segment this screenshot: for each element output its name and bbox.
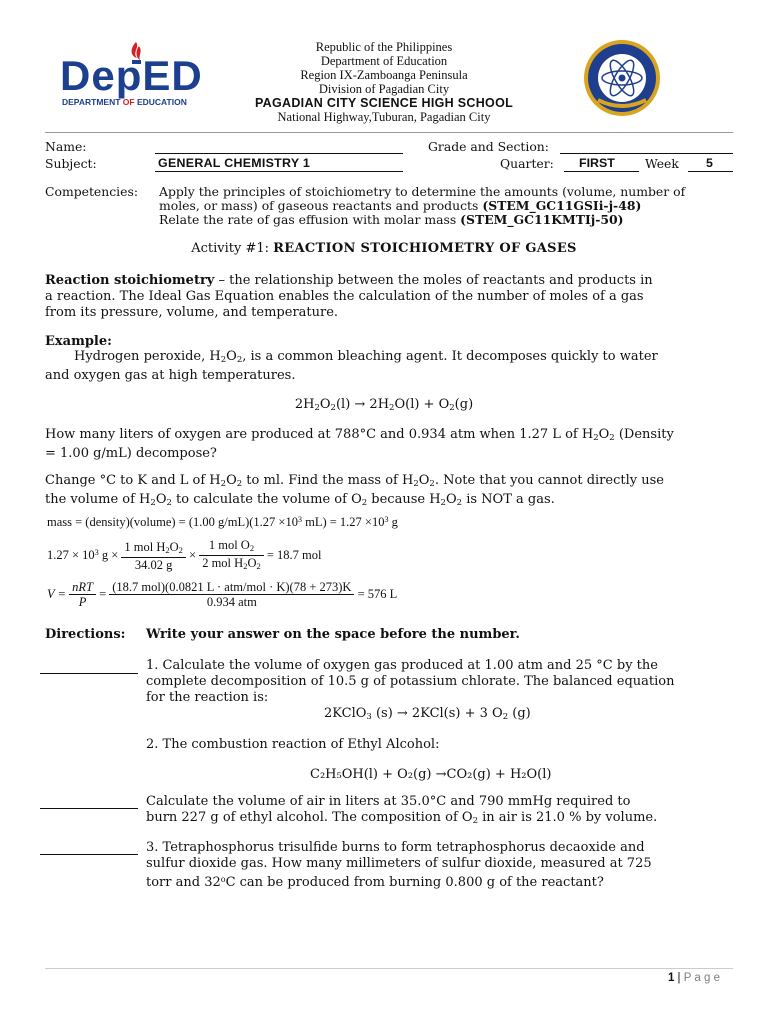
name-label: Name: xyxy=(45,139,87,154)
logo-wordmark: DepED xyxy=(60,52,203,99)
question-2: Calculate the volume of air in liters at 35.0°C and 790 mmHg required to burn 227 g of ethyl alcohol. The composition of $O_2$ in air is 21.0 % by volume. xyxy=(146,794,658,826)
school-name: PAGADIAN CITY SCIENCE HIGH SCHOOL xyxy=(254,96,514,110)
header-line-3: Region IX-Zamboanga Peninsula xyxy=(300,68,468,82)
quarter-value: FIRST xyxy=(579,156,615,170)
quarter-label: Quarter: xyxy=(500,156,554,171)
directions-label: Directions: xyxy=(45,627,126,642)
question-1-equation: 2KClO$_3$ (s) → 2KCl(s) + 3 $O_2$ (g) xyxy=(324,706,531,722)
page-footer: 1 | P a g e xyxy=(667,972,720,984)
header-line-1: Republic of the Philippines xyxy=(315,40,453,54)
example-note: Change °C to K and L of $H_2O_2$ to ml. Find the mass of $H_2O_2$. Note that you cannot directly use the volume of $H_2O_2$ to calculate the volume of $O_2$ because $H_2O_2$ is NOT a gas. xyxy=(45,473,664,508)
competency-code-2: (STEM_GC11KMTIj-50) xyxy=(460,212,624,227)
question-2-intro: 2. The combustion reaction of Ethyl Alcohol: xyxy=(146,737,440,752)
week-value: 5 xyxy=(706,156,713,170)
competency-1-line-1: Apply the principles of stoichiometry to determine the amounts (volume, number of xyxy=(159,184,686,199)
intro-paragraph: Reaction stoichiometry – the relationship between the moles of reactants and products in a reaction. The Ideal Gas Equation enables the calculation of the number of moles of a gas from its pressure, volume, and temperature. xyxy=(45,273,653,320)
week-field[interactable] xyxy=(688,171,733,172)
volume-fraction-2: $\frac{\text{(18.7 mol)(0.0821 L · atm/mol · K)(78 + 273)K}}{\text{0.934 atm}}$ xyxy=(109,580,354,609)
directions-text: Write your answer on the space before the number. xyxy=(146,627,520,642)
school-address: National Highway,Tuburan, Pagadian City xyxy=(277,110,491,124)
week-label: Week xyxy=(645,156,679,171)
page-number: 1 xyxy=(667,972,675,984)
competency-code-1: (STEM_GC11GSIi-j-48) xyxy=(482,198,642,213)
question-2-equation: C₂H₅OH(l) + O₂(g) →CO₂(g) + H₂O(l) xyxy=(310,767,552,782)
footer-divider xyxy=(45,968,733,969)
example-paragraph: Hydrogen peroxide, $H_2O_2$, is a common bleaching agent. It decomposes quickly to water and oxygen gas at high temperatures. xyxy=(45,349,658,383)
term-reaction-stoichiometry: Reaction stoichiometry xyxy=(45,273,215,288)
question-1: 1. Calculate the volume of oxygen gas produced at 1.00 atm and 25 °C by the complete decomposition of 10.5 g of potassium chlorate. The balanced equation for the reaction is: xyxy=(146,658,675,705)
example-label: Example: xyxy=(45,334,112,349)
competency-2: Relate the rate of gas effusion with molar mass (STEM_GC11KMTIj-50) xyxy=(159,212,624,227)
mass-equation: mass = (density)(volume) = (1.00 $g/mL)(1.27 \times 10^3$ $mL) = 1.27 \times 10^3$ g xyxy=(47,515,398,529)
answer-blank-3[interactable] xyxy=(40,854,138,855)
subject-field[interactable] xyxy=(155,171,403,172)
competency-1-line-2: moles, or mass) of gaseous reactants and products (STEM_GC11GSIi-j-48) xyxy=(159,198,642,213)
volume-fraction-1: $\frac{\text{nRT}}{P}$ xyxy=(69,580,96,609)
grade-section-field[interactable] xyxy=(560,153,733,154)
decomposition-equation: $2H_2O_2(l) \to 2H_2O(l) + O_2(g)$ xyxy=(294,397,474,413)
question-3: 3. Tetraphosphorus trisulfide burns to form tetraphosphorus decaoxide and sulfur dioxide gas. How many millimeters of sulfur dioxide, measured at 725 torr and 32$^o$C can be produced from burning 0.800 g of the reactant? xyxy=(146,840,652,890)
header-line-4: Division of Pagadian City xyxy=(318,82,450,96)
grade-label: Grade and Section: xyxy=(428,139,549,154)
quarter-field[interactable] xyxy=(564,171,639,172)
answer-blank-1[interactable] xyxy=(40,673,138,674)
answer-blank-2[interactable] xyxy=(40,808,138,809)
header-line-2: Department of Education xyxy=(320,54,448,68)
volume-equation: V = $\frac{\text{nRT}}{P}$ = $\frac{\text{(18.7 mol)(0.0821 L · atm/mol · K)(78 + 273)K}}{\text{0.934 atm}}$ = 576 L xyxy=(47,580,398,609)
subject-value: GENERAL CHEMISTRY 1 xyxy=(158,156,311,170)
mole-equation: $1.27 \times 10^3$ g × $\frac{1 mol H_2O_2}{34.02 g}$ × $\frac{1 mol O_2}{2 mol H_2O_2}$ = 18.7 mol xyxy=(47,538,322,572)
subject-label: Subject: xyxy=(45,156,97,171)
mole-fraction-2: $\frac{1 mol O_2}{2 mol H_2O_2}$ xyxy=(199,538,264,573)
header-divider xyxy=(45,132,733,133)
competencies-label: Competencies: xyxy=(45,184,139,199)
name-field[interactable] xyxy=(155,153,403,154)
mole-fraction-1: $\frac{1 mol H_2O_2}{34.02 g}$ xyxy=(121,540,186,572)
example-question: How many liters of oxygen are produced at 788°C and 0.934 atm when 1.27 L of $H_2O_2$ (Density = 1.00 g/mL) decompose? xyxy=(45,427,674,461)
logo-subtitle: DEPARTMENT OF EDUCATION xyxy=(62,97,187,107)
activity-title: Activity #1: REACTION STOICHIOMETRY OF GASES xyxy=(191,241,577,256)
